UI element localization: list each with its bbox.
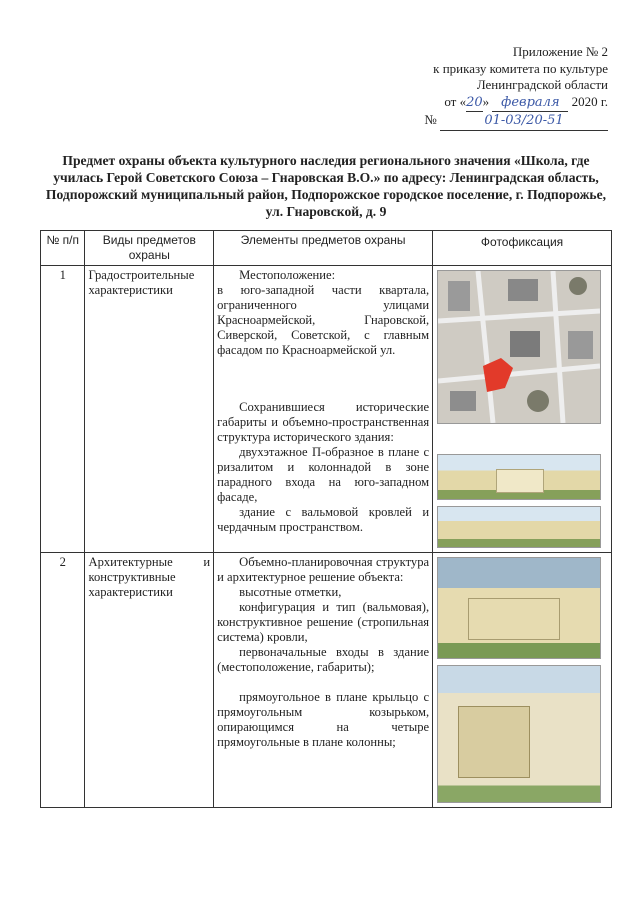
row-elements: Местоположение: в юго-западной части квартала, ограниченного улицами Красноармейской, Гнаровской, Сиверской, Советской, с главным фасадом по Красноармейской ул. Сохранившиеся исторические габариты и объемно-пространственная структура исторического здания: двухэтажное П-образное в плане с ризалитом и колоннадой в зоне парадного входа на юго-западном фасаде, здание с вальмовой кровлей и чердачным пространством.	[214, 266, 433, 553]
row-num: 2	[41, 553, 85, 808]
appendix-line1: Приложение № 2	[512, 44, 608, 59]
row-num: 1	[41, 266, 85, 553]
building-photo-3	[437, 557, 601, 659]
row-photos	[433, 266, 612, 553]
appendix-number: № 01-03/20-51	[424, 112, 608, 131]
header-elements: Элементы предметов охраны	[214, 231, 433, 266]
row-kind: Архитектурные и конструктивные характеристики	[85, 553, 214, 808]
appendix-line3: Ленинградской области	[476, 77, 608, 92]
appendix-line2: к приказу комитета по культуре	[433, 60, 608, 76]
building-photo-2	[437, 506, 601, 548]
document-title: Предмет охраны объекта культурного наследия регионального значения «Школа, где училась Герой Советского Союза – Гнаровская В.О.» по адресу: Ленинградская область, Подпорожский муниципальный район, Подпорожское городское поселение, г. Подпорожье, ул. Гнаровской, д. 9	[45, 153, 607, 219]
building-photo-1	[437, 454, 601, 500]
row-photos	[433, 553, 612, 808]
building-photo-4	[437, 665, 601, 803]
aerial-map-image	[438, 271, 600, 423]
order-number: 01-03/20-51	[440, 113, 608, 131]
table-row	[41, 266, 612, 553]
date-month: февраля	[492, 95, 568, 113]
header-kind: Виды предметов охраны	[85, 231, 214, 266]
table-header-row	[41, 231, 612, 266]
row-elements: Объемно-планировочная структура и архитектурное решение объекта: высотные отметки, конфигурация и тип (вальмовая), конструктивное решение (стропильная система) кровли, первоначальные входы в здание (местоположение, габариты); прямоугольное в плане крыльцо с прямоугольным козырьком, опирающимся на четыре прямоугольные в плане колонны;	[214, 553, 433, 808]
appendix-date: от «20» февраля 2020 г.	[424, 94, 608, 113]
header-num: № п/п	[41, 231, 85, 266]
header-photos: Фотофиксация	[433, 231, 612, 266]
date-day: 20	[466, 95, 483, 113]
date-year: 2020 г.	[571, 93, 608, 109]
appendix-block	[424, 44, 608, 131]
row-kind: Градостроительные характеристики	[85, 266, 214, 553]
table-row	[41, 553, 612, 808]
protection-table	[40, 230, 612, 808]
aerial-map-photo	[437, 270, 601, 424]
